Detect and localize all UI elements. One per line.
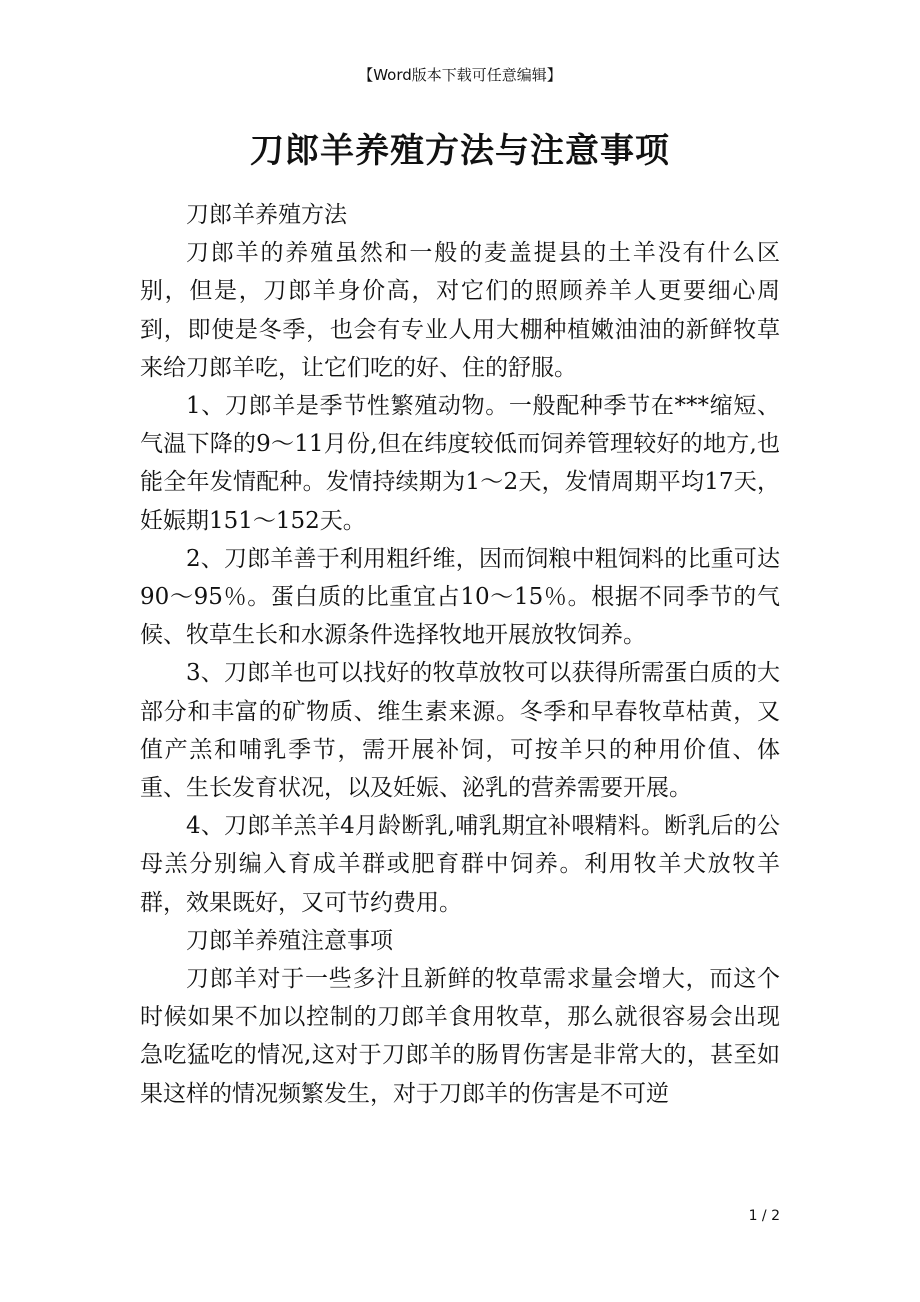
section-heading-method: 刀郎羊养殖方法 (186, 202, 347, 228)
paragraph-item-3: 3、刀郎羊也可以找好的牧草放牧可以获得所需蛋白质的大部分和丰富的矿物质、维生素来源。冬季和早春牧草枯黄，又值产羔和哺乳季节，需开展补饲，可按羊只的种用价值、体重、生长发育状况，以及妊娠、泌乳的营养需要开展。 (140, 660, 780, 802)
paragraph-item-4: 4、刀郎羊羔羊4月龄断乳,哺乳期宜补喂精料。断乳后的公母羔分别编入育成羊群或肥育群中饲养。利用牧羊犬放牧羊群，效果既好，又可节约费用。 (140, 813, 780, 916)
paragraph-item-2: 2、刀郎羊善于利用粗纤维，因而饲粮中粗饲料的比重可达90～95％。蛋白质的比重宜占10～15％。根据不同季节的气候、牧草生长和水源条件选择牧地开展放牧饲养。 (140, 545, 780, 649)
paragraph-intro: 刀郎羊的养殖虽然和一般的麦盖提县的土羊没有什么区别，但是，刀郎羊身价高，对它们的照顾养羊人更要细心周到，即使是冬季，也会有专业人用大棚种植嫩油油的新鲜牧草来给刀郎羊吃，让它们吃的好、住的舒服。 (140, 240, 780, 381)
page-number: 1 / 2 (748, 1208, 780, 1224)
paragraph-notes: 刀郎羊对于一些多汁且新鲜的牧草需求量会增大，而这个时候如果不加以控制的刀郎羊食用牧草，那么就很容易会出现急吃猛吃的情况,这对于刀郎羊的肠胃伤害是非常大的，甚至如果这样的情况频繁发生，对于刀郎羊的伤害是不可逆 (140, 966, 780, 1107)
document-body (140, 196, 780, 1113)
paragraph-item-1: 1、刀郎羊是季节性繁殖动物。一般配种季节在***缩短、气温下降的9～11月份,但在纬度较低而饲养管理较好的地方,也能全年发情配种。发情持续期为1～2天，发情周期平均17天，妊娠期151～152天。 (140, 393, 780, 534)
document-title: 刀郎羊养殖方法与注意事项 (250, 131, 670, 171)
section-heading-notes: 刀郎羊养殖注意事项 (186, 927, 393, 954)
page-header: 【Word版本下载可任意编辑】 (358, 66, 562, 84)
